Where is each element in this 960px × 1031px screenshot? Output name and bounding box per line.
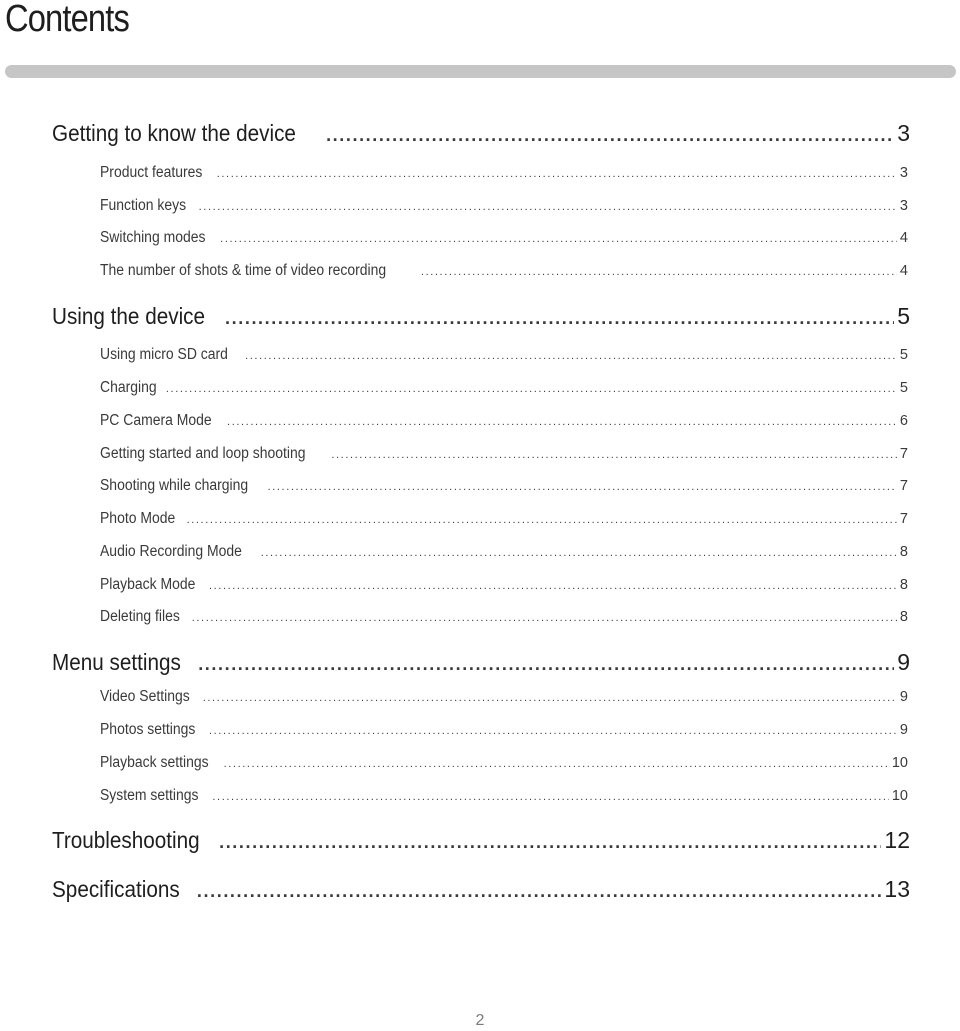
toc-entry-page: 12 <box>884 827 910 853</box>
toc-entry-photo-mode[interactable] <box>100 510 908 528</box>
toc-entry-label: Shooting while charging <box>100 477 249 494</box>
dot-leader <box>227 416 897 428</box>
toc-entry-using-micro-sd-card[interactable] <box>100 346 908 364</box>
toc-entry-page: 7 <box>899 446 908 462</box>
dot-leader <box>261 547 897 559</box>
toc-entry-label: Specifications <box>52 876 180 902</box>
toc-entry-using-the-device[interactable] <box>52 303 910 330</box>
toc-entry-page: 13 <box>884 876 910 902</box>
dot-leader <box>220 233 897 245</box>
toc-entry-deleting-files[interactable] <box>100 608 908 626</box>
toc-entry-audio-recording-mode[interactable] <box>100 543 908 561</box>
dot-leader <box>224 758 889 770</box>
toc-entry-function-keys[interactable] <box>100 197 908 215</box>
toc-entry-page: 10 <box>891 755 908 771</box>
toc-entry-page: 4 <box>899 263 908 279</box>
dot-leader <box>166 383 897 395</box>
dot-leader <box>326 125 894 146</box>
title-underline-bar <box>5 65 956 78</box>
dot-leader <box>192 612 897 624</box>
toc-entry-label: PC Camera Mode <box>100 412 212 429</box>
toc-entry-page: 9 <box>899 689 908 705</box>
dot-leader <box>203 692 897 704</box>
toc-entry-label: Photo Mode <box>100 510 176 527</box>
toc-entry-label: Charging <box>100 379 157 396</box>
toc-entry-loop-shooting[interactable] <box>100 445 908 463</box>
dot-leader <box>199 201 897 213</box>
dot-leader <box>421 266 897 278</box>
dot-leader <box>225 308 894 329</box>
toc-entry-label: Getting started and loop shooting <box>100 445 306 462</box>
toc-entry-label: Function keys <box>100 197 187 214</box>
toc-entry-label: System settings <box>100 787 199 804</box>
dot-leader <box>331 449 897 461</box>
toc-entry-page: 6 <box>899 413 908 429</box>
toc-entry-page: 8 <box>899 544 908 560</box>
toc-entry-label: Product features <box>100 164 203 181</box>
toc-entry-troubleshooting[interactable] <box>52 827 910 854</box>
toc-entry-page: 4 <box>899 230 908 246</box>
toc-entry-photos-settings[interactable] <box>100 721 908 739</box>
toc-entry-pc-camera-mode[interactable] <box>100 412 908 430</box>
page-title: Contents <box>5 0 129 40</box>
toc-entry-video-settings[interactable] <box>100 688 908 706</box>
toc-entry-label: Using the device <box>52 303 206 329</box>
toc-entry-charging[interactable] <box>100 379 908 397</box>
toc-entry-label: Audio Recording Mode <box>100 543 242 560</box>
toc-entry-label: Menu settings <box>52 649 181 675</box>
page-number: 2 <box>475 1012 485 1029</box>
toc-entry-page: 7 <box>899 511 908 527</box>
toc-entry-playback-mode[interactable] <box>100 576 908 594</box>
toc-entry-label: Deleting files <box>100 608 180 625</box>
toc-entry-page: 8 <box>899 577 908 593</box>
toc-entry-page: 9 <box>899 722 908 738</box>
toc-entry-page: 3 <box>897 120 910 146</box>
dot-leader <box>209 580 897 592</box>
toc-entry-page: 5 <box>897 303 910 329</box>
toc-entry-page: 3 <box>899 198 908 214</box>
toc-entry-label: Using micro SD card <box>100 346 228 363</box>
dot-leader <box>219 832 881 853</box>
dot-leader <box>198 654 894 675</box>
dot-leader <box>245 350 897 362</box>
dot-leader <box>187 514 897 526</box>
toc-entry-page: 3 <box>899 165 908 181</box>
toc-entry-label: The number of shots & time of video recording <box>100 262 387 279</box>
toc-entry-shooting-while-charging[interactable] <box>100 477 908 495</box>
toc-entry-getting-to-know-the-device[interactable] <box>52 120 910 147</box>
toc-entry-product-features[interactable] <box>100 164 908 182</box>
dot-leader <box>217 168 897 180</box>
toc-entry-system-settings[interactable] <box>100 787 908 805</box>
dot-leader <box>212 791 888 803</box>
toc-entry-number-of-shots[interactable] <box>100 262 908 280</box>
toc-entry-label: Playback settings <box>100 754 209 771</box>
toc-entry-playback-settings[interactable] <box>100 754 908 772</box>
dot-leader <box>197 881 881 902</box>
toc-entry-page: 9 <box>897 649 910 675</box>
toc-entry-menu-settings[interactable] <box>52 649 910 676</box>
dot-leader <box>209 725 897 737</box>
toc-entry-page: 5 <box>899 347 908 363</box>
toc-entry-label: Video Settings <box>100 688 190 705</box>
toc-entry-label: Switching modes <box>100 229 206 246</box>
toc-entry-page: 7 <box>899 478 908 494</box>
toc-entry-page: 5 <box>899 380 908 396</box>
toc-entry-label: Troubleshooting <box>52 827 200 853</box>
toc-entry-page: 10 <box>891 788 908 804</box>
toc-entry-page: 8 <box>899 609 908 625</box>
toc-entry-label: Photos settings <box>100 721 196 738</box>
dot-leader <box>268 481 897 493</box>
toc-entry-switching-modes[interactable] <box>100 229 908 247</box>
toc-entry-label: Playback Mode <box>100 576 196 593</box>
toc-entry-specifications[interactable] <box>52 876 910 903</box>
toc-entry-label: Getting to know the device <box>52 120 296 146</box>
